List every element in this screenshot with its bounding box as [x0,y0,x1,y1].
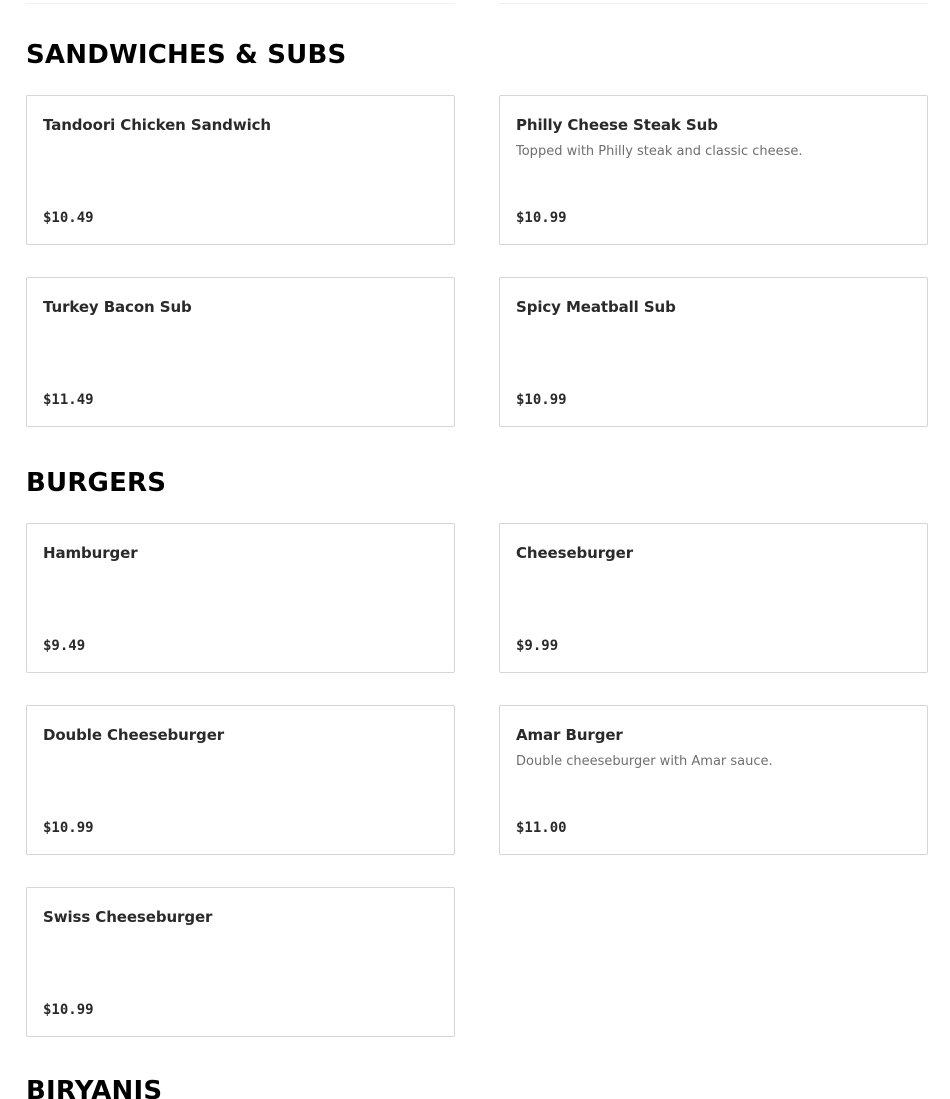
menu-item-name: Amar Burger [516,726,623,744]
section-title-sandwiches-subs: SANDWICHES & SUBS [26,40,347,70]
menu-item-price: $10.99 [516,210,567,226]
menu-item-description: Topped with Philly steak and classic cheese. [516,144,803,159]
menu-item-card[interactable] [26,887,455,1037]
menu-item-price: $10.99 [43,820,94,836]
menu-item-price: $11.00 [516,820,567,836]
menu-item-price: $10.99 [43,1002,94,1018]
menu-item-card[interactable] [26,95,455,245]
menu-item-price: $10.49 [43,210,94,226]
menu-item-card[interactable] [499,523,928,673]
menu-item-card[interactable] [499,95,928,245]
menu-item-description: Double cheeseburger with Amar sauce. [516,754,773,769]
menu-item-name: Spicy Meatball Sub [516,298,676,316]
menu-item-card[interactable] [499,277,928,427]
menu-item-name: Philly Cheese Steak Sub [516,116,718,134]
section-title-biryanis: BIRYANIS [26,1076,163,1099]
menu-item-card[interactable] [499,705,928,855]
menu-item-price: $11.49 [43,392,94,408]
menu-item-name: Turkey Bacon Sub [43,298,192,316]
menu-item-name: Cheeseburger [516,544,634,562]
menu-item-card[interactable] [26,705,455,855]
section-title-burgers: BURGERS [26,468,167,498]
menu-item-price: $9.99 [516,638,559,654]
menu-item-name: Swiss Cheeseburger [43,908,213,926]
menu-item-card[interactable] [26,277,455,427]
menu-item-name: Double Cheeseburger [43,726,225,744]
menu-item-name: Tandoori Chicken Sandwich [43,116,271,134]
menu-item-price: $9.49 [43,638,86,654]
menu-item-card[interactable] [26,523,455,673]
menu-item-name: Hamburger [43,544,138,562]
previous-section-card-edges [26,0,928,4]
menu-item-price: $10.99 [516,392,567,408]
